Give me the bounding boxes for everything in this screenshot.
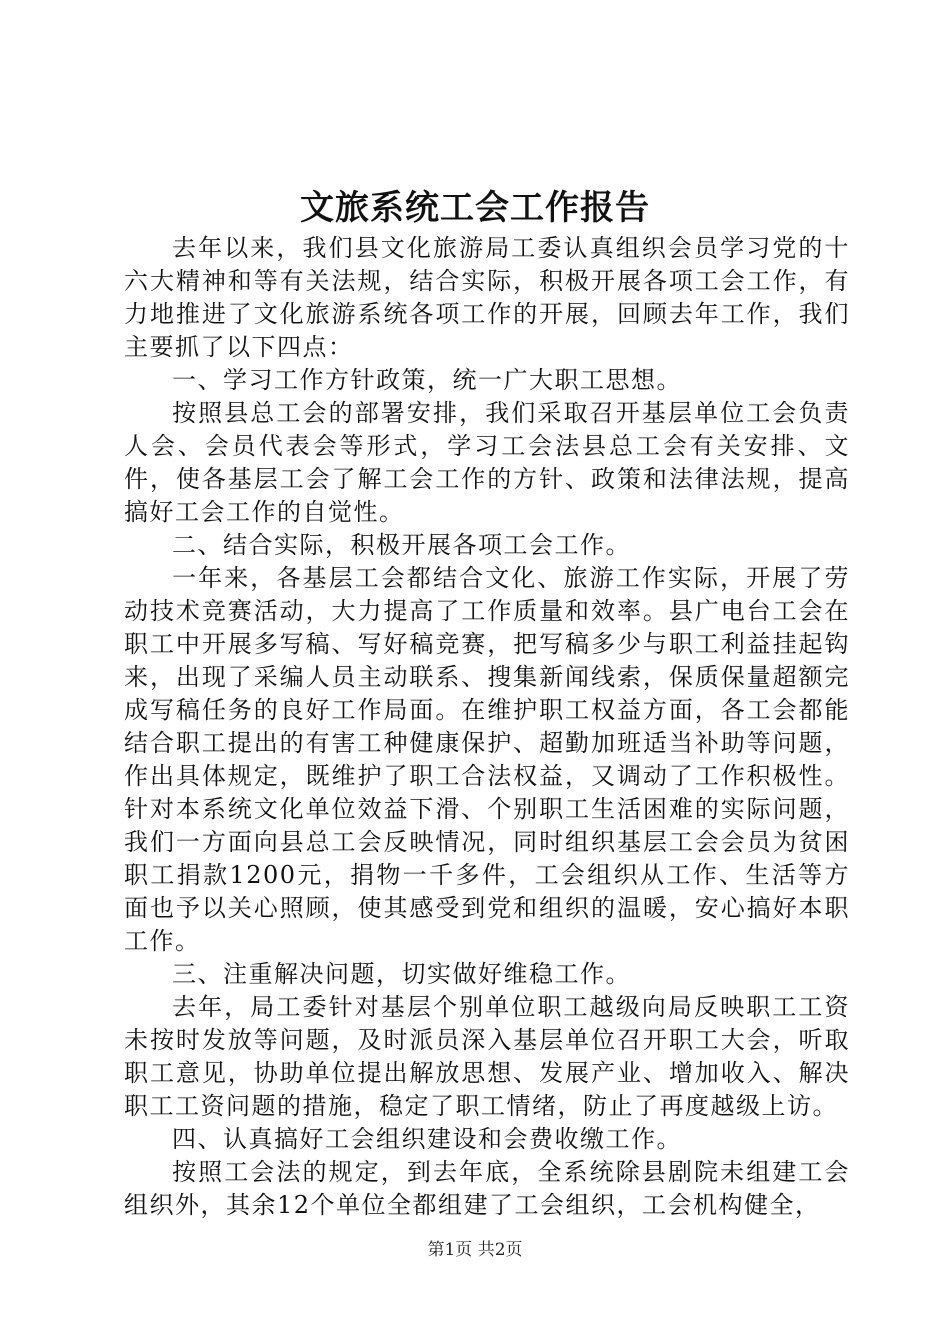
section-heading-3: 三、注重解决问题，切实做好维稳工作。: [172, 960, 631, 988]
document-title: 文旅系统工会工作报告: [300, 188, 650, 228]
section-heading-2: 二、结合实际，积极开展各项工会工作。: [172, 531, 631, 559]
document-body: [124, 232, 850, 1222]
section-1-paragraph: 按照县总工会的部署安排，我们采取召开基层单位工会负责人会、会员代表会等形式，学习工会法县总工会有关安排、文件，使各基层工会了解工会工作的方针、政策和法律法规，提高搞好工会工作的自觉性。: [124, 399, 850, 526]
section-2-paragraph: 一年来，各基层工会都结合文化、旅游工作实际，开展了劳动技术竞赛活动，大力提高了工作质量和效率。县广电台工会在职工中开展多写稿、写好稿竞赛，把写稿多少与职工利益挂起钩来，出现了采编人员主动联系、搜集新闻线索，保质保量超额完成写稿任务的良好工作局面。在维护职工权益方面，各工会都能结合职工提出的有害工种健康保护、超勤加班适当补助等问题，作出具体规定，既维护了职工合法权益，又调动了工作积极性。针对本系统文化单位效益下滑、个别职工生活困难的实际问题，我们一方面向县总工会反映情况，同时组织基层工会会员为贫困职工捐款1200元，捐物一千多件，工会组织从工作、生活等方面也予以关心照顾，使其感受到党和组织的温暖，安心搞好本职工作。: [124, 564, 850, 955]
section-4-paragraph: 按照工会法的规定，到去年底，全系统除县剧院未组建工会组织外，其余12个单位全都组建了工会组织，工会机构健全，: [124, 1158, 850, 1219]
section-heading-4: 四、认真搞好工会组织建设和会费收缴工作。: [172, 1125, 682, 1153]
intro-paragraph: 去年以来，我们县文化旅游局工委认真组织会员学习党的十六大精神和等有关法规，结合实际，积极开展各项工会工作，有力地推进了文化旅游系统各项工作的开展，回顾去年工作，我们主要抓了以下四点：: [124, 234, 850, 361]
section-heading-1: 一、学习工作方针政策，统一广大职工思想。: [172, 366, 682, 394]
page-number-footer: 第1页 共2页: [427, 1240, 523, 1260]
section-3-paragraph: 去年，局工委针对基层个别单位职工越级向局反映职工工资未按时发放等问题，及时派员深入基层单位召开职工大会，听取职工意见，协助单位提出解放思想、发展产业、增加收入、解决职工工资问题的措施，稳定了职工情绪，防止了再度越级上访。: [124, 993, 850, 1120]
